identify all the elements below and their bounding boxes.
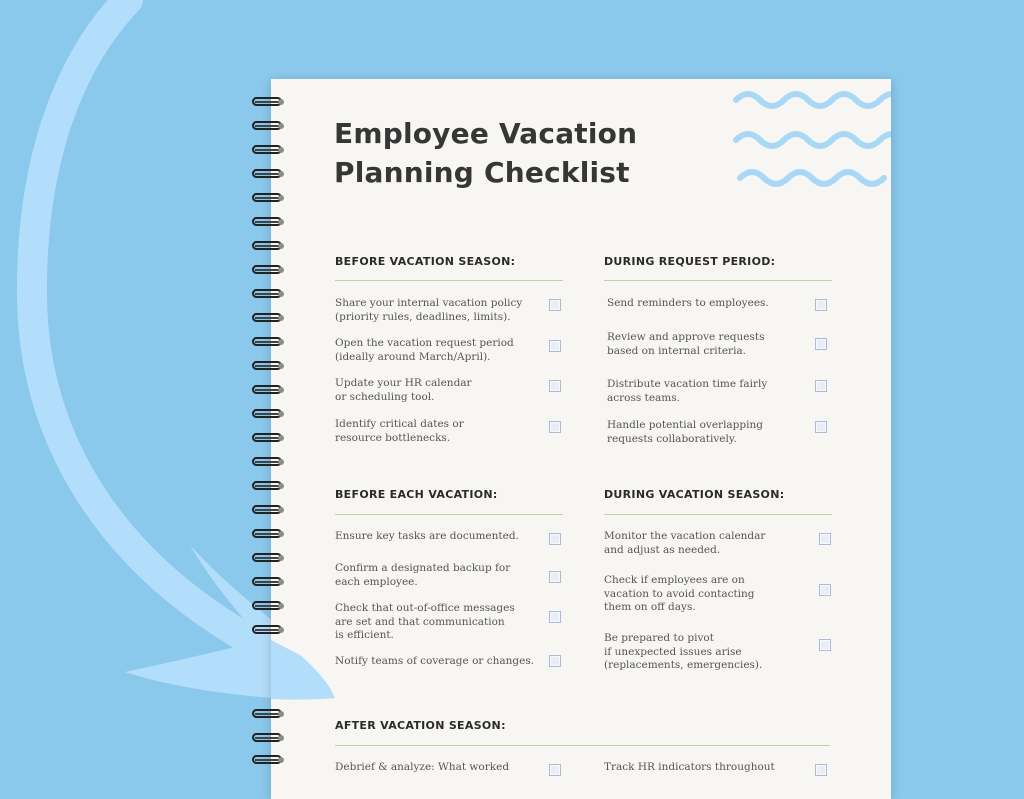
binding-ring bbox=[252, 120, 288, 132]
item-text: Distribute vacation time fairly bbox=[607, 378, 768, 390]
checklist-item bbox=[607, 331, 765, 358]
item-text: Track HR indicators throughout bbox=[604, 761, 775, 773]
section-title: DURING REQUEST PERIOD: bbox=[604, 255, 776, 268]
checklist-item bbox=[335, 761, 509, 775]
binding-ring bbox=[252, 552, 288, 564]
section-title: BEFORE EACH VACATION: bbox=[335, 488, 498, 501]
section-divider bbox=[335, 745, 830, 746]
binding-ring bbox=[252, 144, 288, 156]
checkbox-icon[interactable] bbox=[819, 533, 831, 545]
binding-ring bbox=[252, 96, 288, 108]
checkbox-icon[interactable] bbox=[549, 380, 561, 392]
item-text: vacation to avoid contacting bbox=[604, 587, 755, 600]
item-text: (ideally around March/April). bbox=[335, 350, 491, 363]
item-text: Debrief & analyze: What worked bbox=[335, 761, 510, 773]
binding-ring bbox=[252, 360, 288, 372]
checkbox-icon[interactable] bbox=[815, 338, 827, 350]
binding-ring bbox=[252, 624, 288, 636]
item-text: Identify critical dates or bbox=[335, 418, 464, 430]
spiral-binding-icon bbox=[252, 96, 292, 776]
binding-ring bbox=[252, 504, 288, 516]
item-text: Check if employees are on bbox=[604, 574, 745, 586]
item-text: or scheduling tool. bbox=[335, 390, 435, 403]
item-text: them on off days. bbox=[604, 601, 696, 613]
checkbox-icon[interactable] bbox=[549, 533, 561, 545]
section-divider bbox=[335, 280, 563, 281]
item-text: Open the vacation request period bbox=[335, 337, 514, 349]
binding-ring bbox=[252, 216, 288, 228]
item-text: Review and approve requests bbox=[607, 331, 765, 343]
section-divider bbox=[604, 280, 832, 281]
checklist-item bbox=[335, 337, 514, 364]
checkbox-icon[interactable] bbox=[549, 764, 561, 776]
item-text: requests collaboratively. bbox=[607, 432, 737, 445]
checkbox-icon[interactable] bbox=[549, 421, 561, 433]
checklist-item bbox=[335, 530, 519, 544]
section-during-request-period bbox=[604, 255, 832, 281]
section-divider bbox=[335, 514, 563, 515]
title-line-2: Planning Checklist bbox=[334, 156, 630, 189]
section-title: DURING VACATION SEASON: bbox=[604, 488, 785, 501]
binding-ring bbox=[252, 528, 288, 540]
checklist-item bbox=[604, 530, 765, 557]
page-title bbox=[334, 114, 714, 192]
binding-ring bbox=[252, 732, 288, 744]
checklist-item bbox=[604, 632, 762, 673]
checkbox-icon[interactable] bbox=[549, 340, 561, 352]
section-after-vacation-season bbox=[335, 719, 830, 746]
binding-ring bbox=[252, 754, 288, 766]
section-during-vacation-season bbox=[604, 488, 832, 515]
item-text: Send reminders to employees. bbox=[607, 297, 769, 309]
checkbox-icon[interactable] bbox=[819, 639, 831, 651]
item-text: each employee. bbox=[335, 575, 418, 588]
binding-ring bbox=[252, 312, 288, 324]
section-before-each-vacation bbox=[335, 488, 563, 515]
section-title: BEFORE VACATION SEASON: bbox=[335, 255, 516, 268]
section-title: AFTER VACATION SEASON: bbox=[335, 719, 506, 732]
item-text: resource bottlenecks. bbox=[335, 431, 451, 444]
item-text: based on internal criteria. bbox=[607, 344, 747, 357]
checkbox-icon[interactable] bbox=[549, 611, 561, 623]
checkbox-icon[interactable] bbox=[549, 655, 561, 667]
checklist-item bbox=[607, 378, 767, 405]
title-line-1: Employee Vacation bbox=[334, 117, 638, 150]
binding-ring bbox=[252, 708, 288, 720]
binding-ring bbox=[252, 240, 288, 252]
item-text: (priority rules, deadlines, limits). bbox=[335, 310, 511, 323]
checkbox-icon[interactable] bbox=[815, 299, 827, 311]
checkbox-icon[interactable] bbox=[815, 421, 827, 433]
item-text: Share your internal vacation policy bbox=[335, 297, 523, 309]
checkbox-icon[interactable] bbox=[819, 584, 831, 596]
binding-ring bbox=[252, 408, 288, 420]
checkbox-icon[interactable] bbox=[549, 571, 561, 583]
binding-ring bbox=[252, 576, 288, 588]
checklist-item bbox=[335, 655, 534, 669]
item-text: are set and that communication bbox=[335, 615, 505, 628]
binding-ring bbox=[252, 168, 288, 180]
item-text: Update your HR calendar bbox=[335, 377, 472, 389]
checklist-item bbox=[604, 574, 755, 615]
item-text: Handle potential overlapping bbox=[607, 419, 763, 431]
binding-ring bbox=[252, 432, 288, 444]
checkbox-icon[interactable] bbox=[549, 299, 561, 311]
item-text: across teams. bbox=[607, 391, 680, 404]
binding-ring bbox=[252, 600, 288, 612]
checklist-item bbox=[335, 377, 472, 404]
binding-ring bbox=[252, 264, 288, 276]
checkbox-icon[interactable] bbox=[815, 764, 827, 776]
item-text: Check that out-of-office messages bbox=[335, 602, 515, 614]
section-before-vacation-season bbox=[335, 255, 563, 281]
binding-ring bbox=[252, 384, 288, 396]
binding-ring bbox=[252, 192, 288, 204]
item-text: is efficient. bbox=[335, 629, 394, 641]
binding-ring bbox=[252, 336, 288, 348]
item-text: Confirm a designated backup for bbox=[335, 562, 511, 574]
section-divider bbox=[604, 514, 832, 515]
item-text: Ensure key tasks are documented. bbox=[335, 530, 519, 542]
binding-ring bbox=[252, 288, 288, 300]
checklist-item bbox=[607, 419, 763, 446]
checklist-item bbox=[335, 418, 464, 445]
binding-ring bbox=[252, 480, 288, 492]
checklist-item bbox=[604, 761, 775, 775]
item-text: Monitor the vacation calendar bbox=[604, 530, 766, 542]
checklist-item bbox=[335, 602, 515, 643]
item-text: Notify teams of coverage or changes. bbox=[335, 655, 535, 667]
checklist-item bbox=[335, 297, 522, 324]
item-text: if unexpected issues arise bbox=[604, 645, 742, 658]
wave-lines-icon bbox=[730, 84, 891, 196]
item-text: and adjust as needed. bbox=[604, 543, 721, 556]
checkbox-icon[interactable] bbox=[815, 380, 827, 392]
item-text: Be prepared to pivot bbox=[604, 632, 714, 644]
checklist-item bbox=[335, 562, 510, 589]
checklist-item bbox=[607, 297, 769, 311]
binding-ring bbox=[252, 456, 288, 468]
item-text: (replacements, emergencies). bbox=[604, 659, 763, 671]
